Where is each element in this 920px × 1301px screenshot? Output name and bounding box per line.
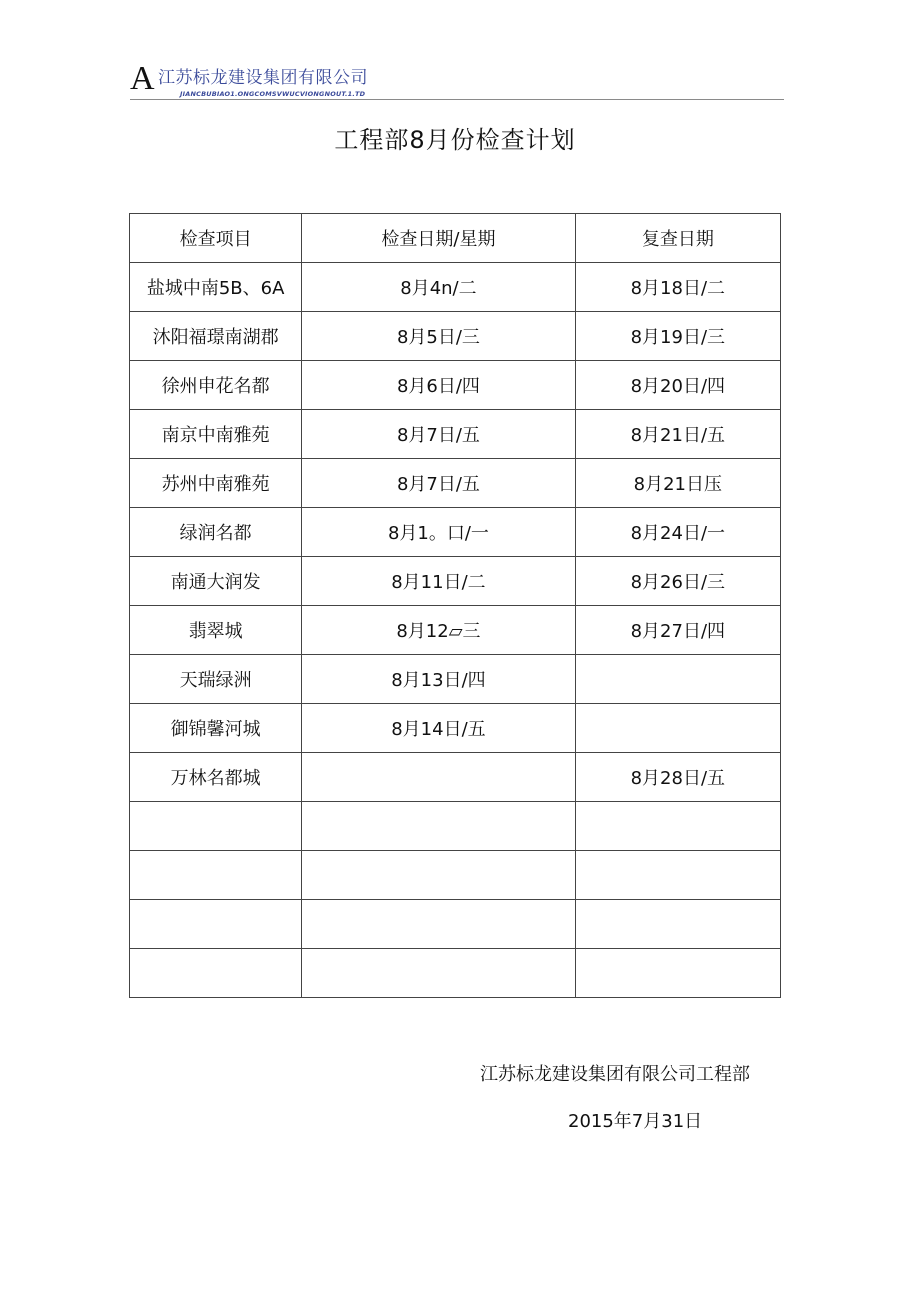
cell-recheck-date	[575, 655, 780, 704]
table-header-row	[130, 214, 781, 263]
cell-recheck-date: 8月28日/五	[575, 753, 780, 802]
table-row	[130, 508, 781, 557]
cell-inspection-item	[130, 802, 302, 851]
document-title: 工程部8月份检查计划	[334, 126, 576, 154]
signature-date: 2015年7月31日	[568, 1111, 703, 1132]
cell-inspection-date: 8月5日/三	[302, 312, 575, 361]
cell-recheck-date	[575, 802, 780, 851]
signature-department: 江苏标龙建设集团有限公司工程部	[480, 1064, 750, 1085]
cell-recheck-date: 8月18日/二	[575, 263, 780, 312]
table-row	[130, 802, 781, 851]
cell-recheck-date: 8月21日/五	[575, 410, 780, 459]
cell-recheck-date: 8月24日/一	[575, 508, 780, 557]
table-row	[130, 557, 781, 606]
table-row	[130, 753, 781, 802]
cell-inspection-item	[130, 900, 302, 949]
company-name: 江苏标龙建设集团有限公司	[158, 68, 368, 88]
cell-inspection-item: 绿润名都	[130, 508, 302, 557]
cell-inspection-date: 8月7日/五	[302, 410, 575, 459]
table-row	[130, 900, 781, 949]
header-inspection-item: 检查项目	[130, 214, 302, 263]
cell-inspection-item: 翡翠城	[130, 606, 302, 655]
cell-inspection-date	[302, 949, 575, 998]
table-row	[130, 704, 781, 753]
header-inspection-date: 检查日期/星期	[302, 214, 575, 263]
table-row	[130, 606, 781, 655]
cell-inspection-item: 南京中南雅苑	[130, 410, 302, 459]
cell-inspection-item	[130, 949, 302, 998]
cell-recheck-date: 8月26日/三	[575, 557, 780, 606]
cell-inspection-date: 8月6日/四	[302, 361, 575, 410]
cell-inspection-item: 徐州申花名都	[130, 361, 302, 410]
cell-recheck-date: 8月27日/四	[575, 606, 780, 655]
cell-inspection-item: 盐城中南5B、6A	[130, 263, 302, 312]
cell-inspection-date: 8月4n/二	[302, 263, 575, 312]
header-divider	[130, 99, 784, 100]
cell-inspection-date: 8月12▱三	[302, 606, 575, 655]
inspection-plan-table	[129, 213, 781, 998]
cell-inspection-item	[130, 851, 302, 900]
table-row	[130, 949, 781, 998]
table-row	[130, 851, 781, 900]
cell-inspection-item: 万林名都城	[130, 753, 302, 802]
cell-inspection-date: 8月1。口/一	[302, 508, 575, 557]
table-row	[130, 361, 781, 410]
cell-inspection-date	[302, 802, 575, 851]
company-logo-mark: A	[130, 60, 155, 97]
cell-recheck-date	[575, 851, 780, 900]
cell-recheck-date: 8月20日/四	[575, 361, 780, 410]
table-row	[130, 410, 781, 459]
table-row	[130, 263, 781, 312]
cell-inspection-item: 苏州中南雅苑	[130, 459, 302, 508]
cell-inspection-date: 8月11日/二	[302, 557, 575, 606]
table-row	[130, 312, 781, 361]
cell-recheck-date: 8月21日压	[575, 459, 780, 508]
cell-inspection-item: 南通大润发	[130, 557, 302, 606]
company-name-english: JIANCBUBIAO1.ONGCOMSVWUCVIONGNOUT.1.TD	[180, 90, 366, 98]
cell-recheck-date: 8月19日/三	[575, 312, 780, 361]
table-body	[130, 263, 781, 998]
header-recheck-date: 复查日期	[575, 214, 780, 263]
cell-recheck-date	[575, 949, 780, 998]
cell-inspection-date	[302, 900, 575, 949]
cell-inspection-item: 御锦馨河城	[130, 704, 302, 753]
cell-recheck-date	[575, 704, 780, 753]
cell-inspection-date	[302, 851, 575, 900]
cell-inspection-date: 8月13日/四	[302, 655, 575, 704]
cell-inspection-item: 天瑞绿洲	[130, 655, 302, 704]
letterhead	[130, 62, 784, 102]
cell-recheck-date	[575, 900, 780, 949]
cell-inspection-date: 8月7日/五	[302, 459, 575, 508]
table-row	[130, 459, 781, 508]
table-row	[130, 655, 781, 704]
cell-inspection-date	[302, 753, 575, 802]
cell-inspection-date: 8月14日/五	[302, 704, 575, 753]
cell-inspection-item: 沐阳福璟南湖郡	[130, 312, 302, 361]
